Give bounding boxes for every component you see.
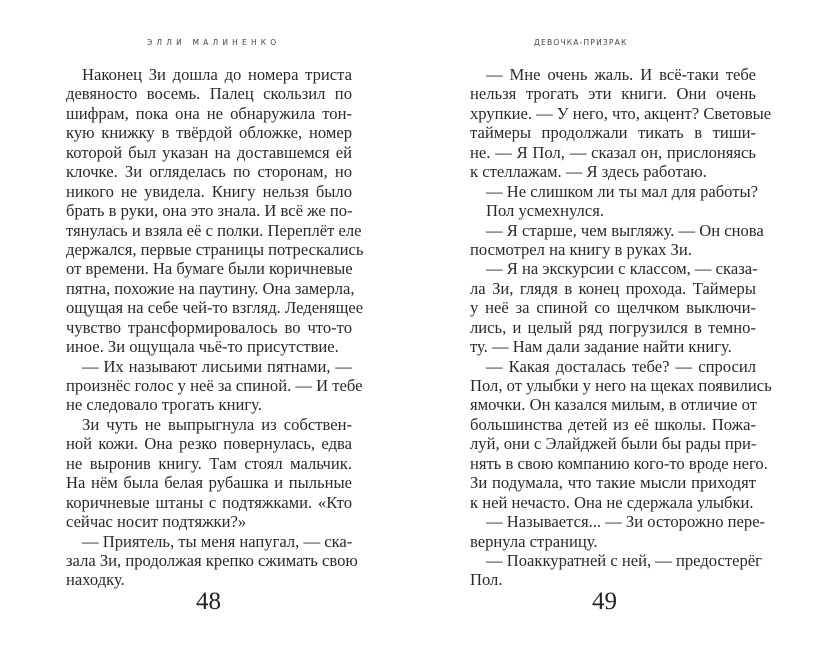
page-number: 49: [592, 588, 617, 615]
text-line: ямочки. Он казался милым, в отличие от: [470, 395, 758, 415]
text-line: сейчас носит подтяжки?»: [66, 512, 247, 532]
text-line: Пол, от улыбки у него на щеках появились: [470, 376, 772, 395]
text-line: находку.: [66, 570, 125, 590]
text-line: шифрам, пока она не обнаружила тон-: [66, 103, 352, 123]
page-number: 48: [196, 588, 221, 615]
text-line: — Не слишком ли ты мал для работы?: [486, 181, 759, 201]
text-line: пятна, похожие на паутину. Она замерла,: [66, 278, 355, 298]
text-line: ощущая на себе чей-то взгляд. Леденящее: [66, 298, 364, 318]
text-line: клочке. Зи огляделась по сторонам, но: [66, 162, 352, 182]
text-line: от времени. На бумаге были коричневые: [66, 259, 353, 279]
text-line: кую книжку в твёрдой обложке, номер: [66, 123, 352, 143]
text-line: нять в свою компанию кого-то вроде него.: [470, 453, 768, 473]
text-line: брать в руки, она это знала. И всё же по-: [66, 201, 353, 221]
text-line: Наконец Зи дошла до номера триста: [82, 65, 352, 84]
text-line: никого не увидела. Книгу нельзя было: [66, 181, 352, 201]
text-line: — Их называют лисьими пятнами, —: [82, 356, 352, 376]
text-line: нельзя трогать эти книги. Они очень: [470, 84, 756, 104]
text-line: луй, они с Элайджей были бы рады при-: [470, 434, 757, 454]
text-line: — Приятель, ты меня напугал, — ска-: [82, 531, 353, 551]
text-line: — Называется... — Зи осторожно пере-: [486, 512, 766, 532]
text-line: коричневые штаны с подтяжками. «Кто: [66, 492, 352, 512]
text-line: держался, первые страницы потрескались: [66, 239, 364, 259]
text-line: Зи подумала, что такие мысли приходят: [470, 473, 756, 493]
text-line: — Я на экскурсии с классом, — сказа-: [486, 259, 758, 279]
text-line: — Поаккуратней с ней, — предостерёг: [486, 550, 762, 570]
text-line: иное. Зи ощущала чьё-то присутствие.: [66, 337, 339, 357]
text-line: Пол.: [470, 570, 503, 590]
text-line: не следовало трогать книгу.: [66, 395, 262, 415]
text-line: к стеллажам. — Я здесь работаю.: [470, 162, 707, 182]
text-line: — Я старше, чем выгляжу. — Он снова: [486, 220, 764, 240]
text-line: вернула страницу.: [470, 531, 598, 551]
running-head-title: ДЕВОЧКА-ПРИЗРАК: [534, 38, 628, 47]
text-line: к ней нечасто. Она не сдержала улыбки.: [470, 492, 754, 512]
text-line: Пол усмехнулся.: [486, 201, 604, 221]
text-line: тянулась и взяла её с полки. Переплёт еле: [66, 220, 362, 240]
text-line: Зи чуть не выпрыгнула из собствен-: [82, 414, 352, 434]
text-line: хрупкие. — У него, что, акцент? Световые: [470, 103, 772, 123]
running-head-author: ЭЛЛИ МАЛИНЕНКО: [147, 38, 281, 47]
text-line: произнёс голос у неё за спиной. — И тебе: [66, 376, 363, 395]
right-page: [410, 0, 820, 656]
text-line: большинства детей из её школы. Пожа-: [470, 414, 756, 434]
text-line: ла Зи, глядя в конец прохода. Таймеры: [470, 278, 756, 298]
text-line: которой был указан на доставшемся ей: [66, 142, 352, 162]
text-line: лись, и целый ряд погрузился в темно-: [470, 317, 756, 337]
text-line: ной кожи. Она резко повернулась, едва: [66, 434, 352, 454]
text-line: посмотрел на книгу в руках Зи.: [470, 239, 692, 259]
text-line: у неё за спиной со щелчком выключи-: [470, 298, 756, 318]
text-line: девяносто восемь. Палец скользил по: [66, 84, 352, 104]
text-line: ту. — Нам дали задание найти книгу.: [470, 337, 732, 357]
body-text: [470, 65, 772, 590]
body-text: [66, 65, 364, 590]
text-line: На нём была белая рубашка и пыльные: [66, 473, 352, 493]
text-line: — Мне очень жаль. И всё-таки тебе: [486, 65, 756, 84]
text-line: таймеры продолжали тикать в тиши-: [470, 123, 756, 143]
text-line: не выронив книгу. Там стоял мальчик.: [66, 453, 352, 473]
text-line: не. — Я Пол, — сказал он, прислоняясь: [470, 142, 756, 162]
text-line: — Какая досталась тебе? — спросил: [486, 356, 756, 376]
text-line: чувство трансформировалось во что-то: [66, 317, 352, 337]
text-line: зала Зи, продолжая крепко сжимать свою: [66, 550, 358, 570]
